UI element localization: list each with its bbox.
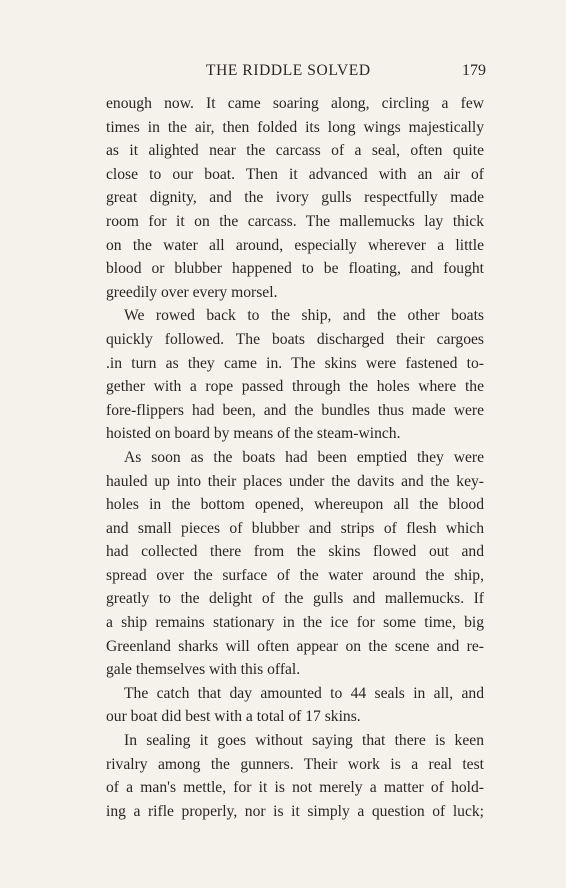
paragraph-first-line: The catch that day amounted to 44 seals in all, and	[124, 684, 484, 702]
paragraph-first-line: As soon as the boats had been emptied they were	[124, 448, 484, 466]
text-line: our boat did best with a total of 17 skins.	[106, 708, 361, 726]
text-line: greedily over every morsel.	[106, 283, 278, 301]
text-line: of a man's mettle, for it is not merely a matter of hold-	[106, 779, 484, 797]
page-number: 179	[462, 62, 486, 79]
text-line: a ship remains stationary in the ice for some time, big	[106, 614, 484, 632]
text-line: rivalry among the gunners. Their work is a real test	[106, 755, 484, 773]
text-line: fore-flippers had been, and the bundles thus made were	[106, 401, 484, 419]
paragraph-first-line: In sealing it goes without saying that there is keen	[124, 732, 484, 750]
text-line: great dignity, and the ivory gulls respectfully made	[106, 189, 484, 207]
running-title: THE RIDDLE SOLVED	[206, 62, 371, 79]
text-line: gether with a rope passed through the holes where the	[106, 378, 484, 396]
text-line: holes in the bottom opened, whereupon all the blood	[106, 496, 484, 514]
text-line: and small pieces of blubber and strips of flesh which	[106, 519, 484, 537]
text-line: ing a rifle properly, nor is it simply a question of luck;	[106, 802, 484, 820]
text-line: hauled up into their places under the davits and the key-	[106, 472, 484, 490]
text-line: as it alighted near the carcass of a seal, often quite	[106, 142, 484, 160]
body-text	[106, 92, 484, 823]
paragraph-first-line: We rowed back to the ship, and the other boats	[124, 307, 484, 325]
text-line: enough now. It came soaring along, circling a few	[106, 95, 484, 112]
text-line: Greenland sharks will often appear on the scene and re-	[106, 637, 484, 655]
text-line: had collected there from the skins flowed out and	[106, 543, 484, 561]
text-line: hoisted on board by means of the steam-winch.	[106, 425, 401, 443]
text-line: room for it on the carcass. The mallemucks lay thick	[106, 212, 484, 230]
text-line: on the water all around, especially wherever a little	[106, 236, 484, 254]
text-line: .in turn as they came in. The skins were fastened to-	[106, 354, 484, 372]
text-line: greatly to the delight of the gulls and mallemucks. If	[106, 590, 484, 608]
text-line: close to our boat. Then it advanced with an air of	[106, 165, 484, 183]
text-line: gale themselves with this offal.	[106, 661, 301, 679]
text-line: times in the air, then folded its long wings majestically	[106, 118, 484, 136]
running-head	[106, 62, 486, 84]
text-line: spread over the surface of the water around the ship,	[106, 566, 484, 584]
text-line: blood or blubber happened to be floating, and fought	[106, 260, 484, 278]
text-line: quickly followed. The boats discharged their cargoes	[106, 330, 484, 348]
